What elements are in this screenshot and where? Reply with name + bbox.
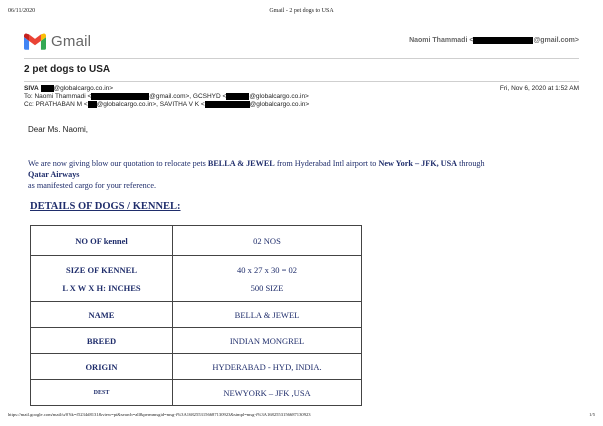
redacted-block <box>226 93 249 100</box>
gmail-m-icon <box>24 33 46 50</box>
page-url: https://mail.google.com/mail/u/0?ik=f5234d8131&view=pt&search=all&permmsgid=msg-f%3A1682553156687130923&simpl=msg-f%3A1682553156687130923 <box>8 412 311 417</box>
table-row <box>31 380 362 406</box>
table-value <box>173 256 362 302</box>
table-label-line: SIZE OF KENNEL <box>65 264 137 275</box>
airline: Qatar Airways <box>28 170 80 179</box>
redacted-block <box>88 101 97 108</box>
table-row <box>31 354 362 380</box>
table-value: 02 NOS <box>173 226 362 256</box>
table-row <box>31 302 362 328</box>
print-date: 06/11/2020 <box>8 8 36 14</box>
gmail-wordmark: Gmail <box>51 32 92 50</box>
table-row <box>31 226 362 256</box>
to-mid: @gmail.com>, GCSHYD < <box>149 93 227 101</box>
table-label: DEST <box>31 380 173 406</box>
greeting: Dear Ms. Naomi, <box>28 125 89 134</box>
kennel-details-table <box>30 225 362 406</box>
redacted-block <box>41 85 54 92</box>
email-subject: 2 pet dogs to USA <box>24 64 111 75</box>
account-domain: @gmail.com> <box>533 37 579 44</box>
intro-text: through <box>457 159 485 168</box>
destination: New York – JFK, USA <box>378 159 458 168</box>
intro-text: We are now giving blow our quotation to relocate pets <box>28 159 208 168</box>
table-label: ORIGIN <box>31 354 173 380</box>
from-name: SIVA <box>24 85 39 93</box>
page-number: 1/5 <box>589 412 595 417</box>
table-value: INDIAN MONGREL <box>173 328 362 354</box>
table-value-line: 500 SIZE <box>250 282 284 293</box>
cc-suffix: @globalcargo.co.in> <box>249 101 310 109</box>
table-value: NEWYORK – JFK ,USA <box>173 380 362 406</box>
intro-text: from Hyderabad Intl airport to <box>274 159 379 168</box>
table-value: HYDERABAD - HYD, INDIA. <box>173 354 362 380</box>
from-domain: @globalcargo.co.in> <box>53 85 114 93</box>
cc-prefix: Cc: PRATHABAN M < <box>24 101 88 109</box>
cc-mid: @globalcargo.co.in>, SAVITHA V K < <box>96 101 205 109</box>
account-email <box>409 37 579 44</box>
email-to <box>24 93 579 100</box>
to-suffix: @globalcargo.co.in> <box>249 93 309 101</box>
table-value: BELLA & JEWEL <box>173 302 362 328</box>
table-value-line: 40 x 27 x 30 = 02 <box>236 264 298 275</box>
divider <box>24 58 579 59</box>
sent-date: Fri, Nov 6, 2020 at 1:52 AM <box>499 85 579 92</box>
pets-name: BELLA & JEWEL <box>207 159 275 168</box>
details-heading: DETAILS OF DOGS / KENNEL: <box>30 201 181 212</box>
table-row <box>31 328 362 354</box>
gmail-logo[interactable] <box>24 30 91 52</box>
divider <box>24 81 579 82</box>
table-row <box>31 256 362 302</box>
intro-text: as manifested cargo for your reference. <box>28 181 157 190</box>
email-cc <box>24 101 579 108</box>
redacted-block <box>91 93 149 100</box>
to-prefix: To: Naomi Thammadi < <box>24 93 92 101</box>
intro-paragraph <box>28 158 568 191</box>
table-label: NO OF kennel <box>31 226 173 256</box>
table-label-line: L X W X H: INCHES <box>62 282 141 293</box>
table-label: NAME <box>31 302 173 328</box>
table-label <box>31 256 173 302</box>
account-name: Naomi Thammadi < <box>409 37 474 44</box>
redacted-block <box>473 37 533 44</box>
print-title: Gmail - 2 pet dogs to USA <box>269 8 334 14</box>
table-label: BREED <box>31 328 173 354</box>
email-from <box>24 85 579 92</box>
redacted-block <box>205 101 250 108</box>
